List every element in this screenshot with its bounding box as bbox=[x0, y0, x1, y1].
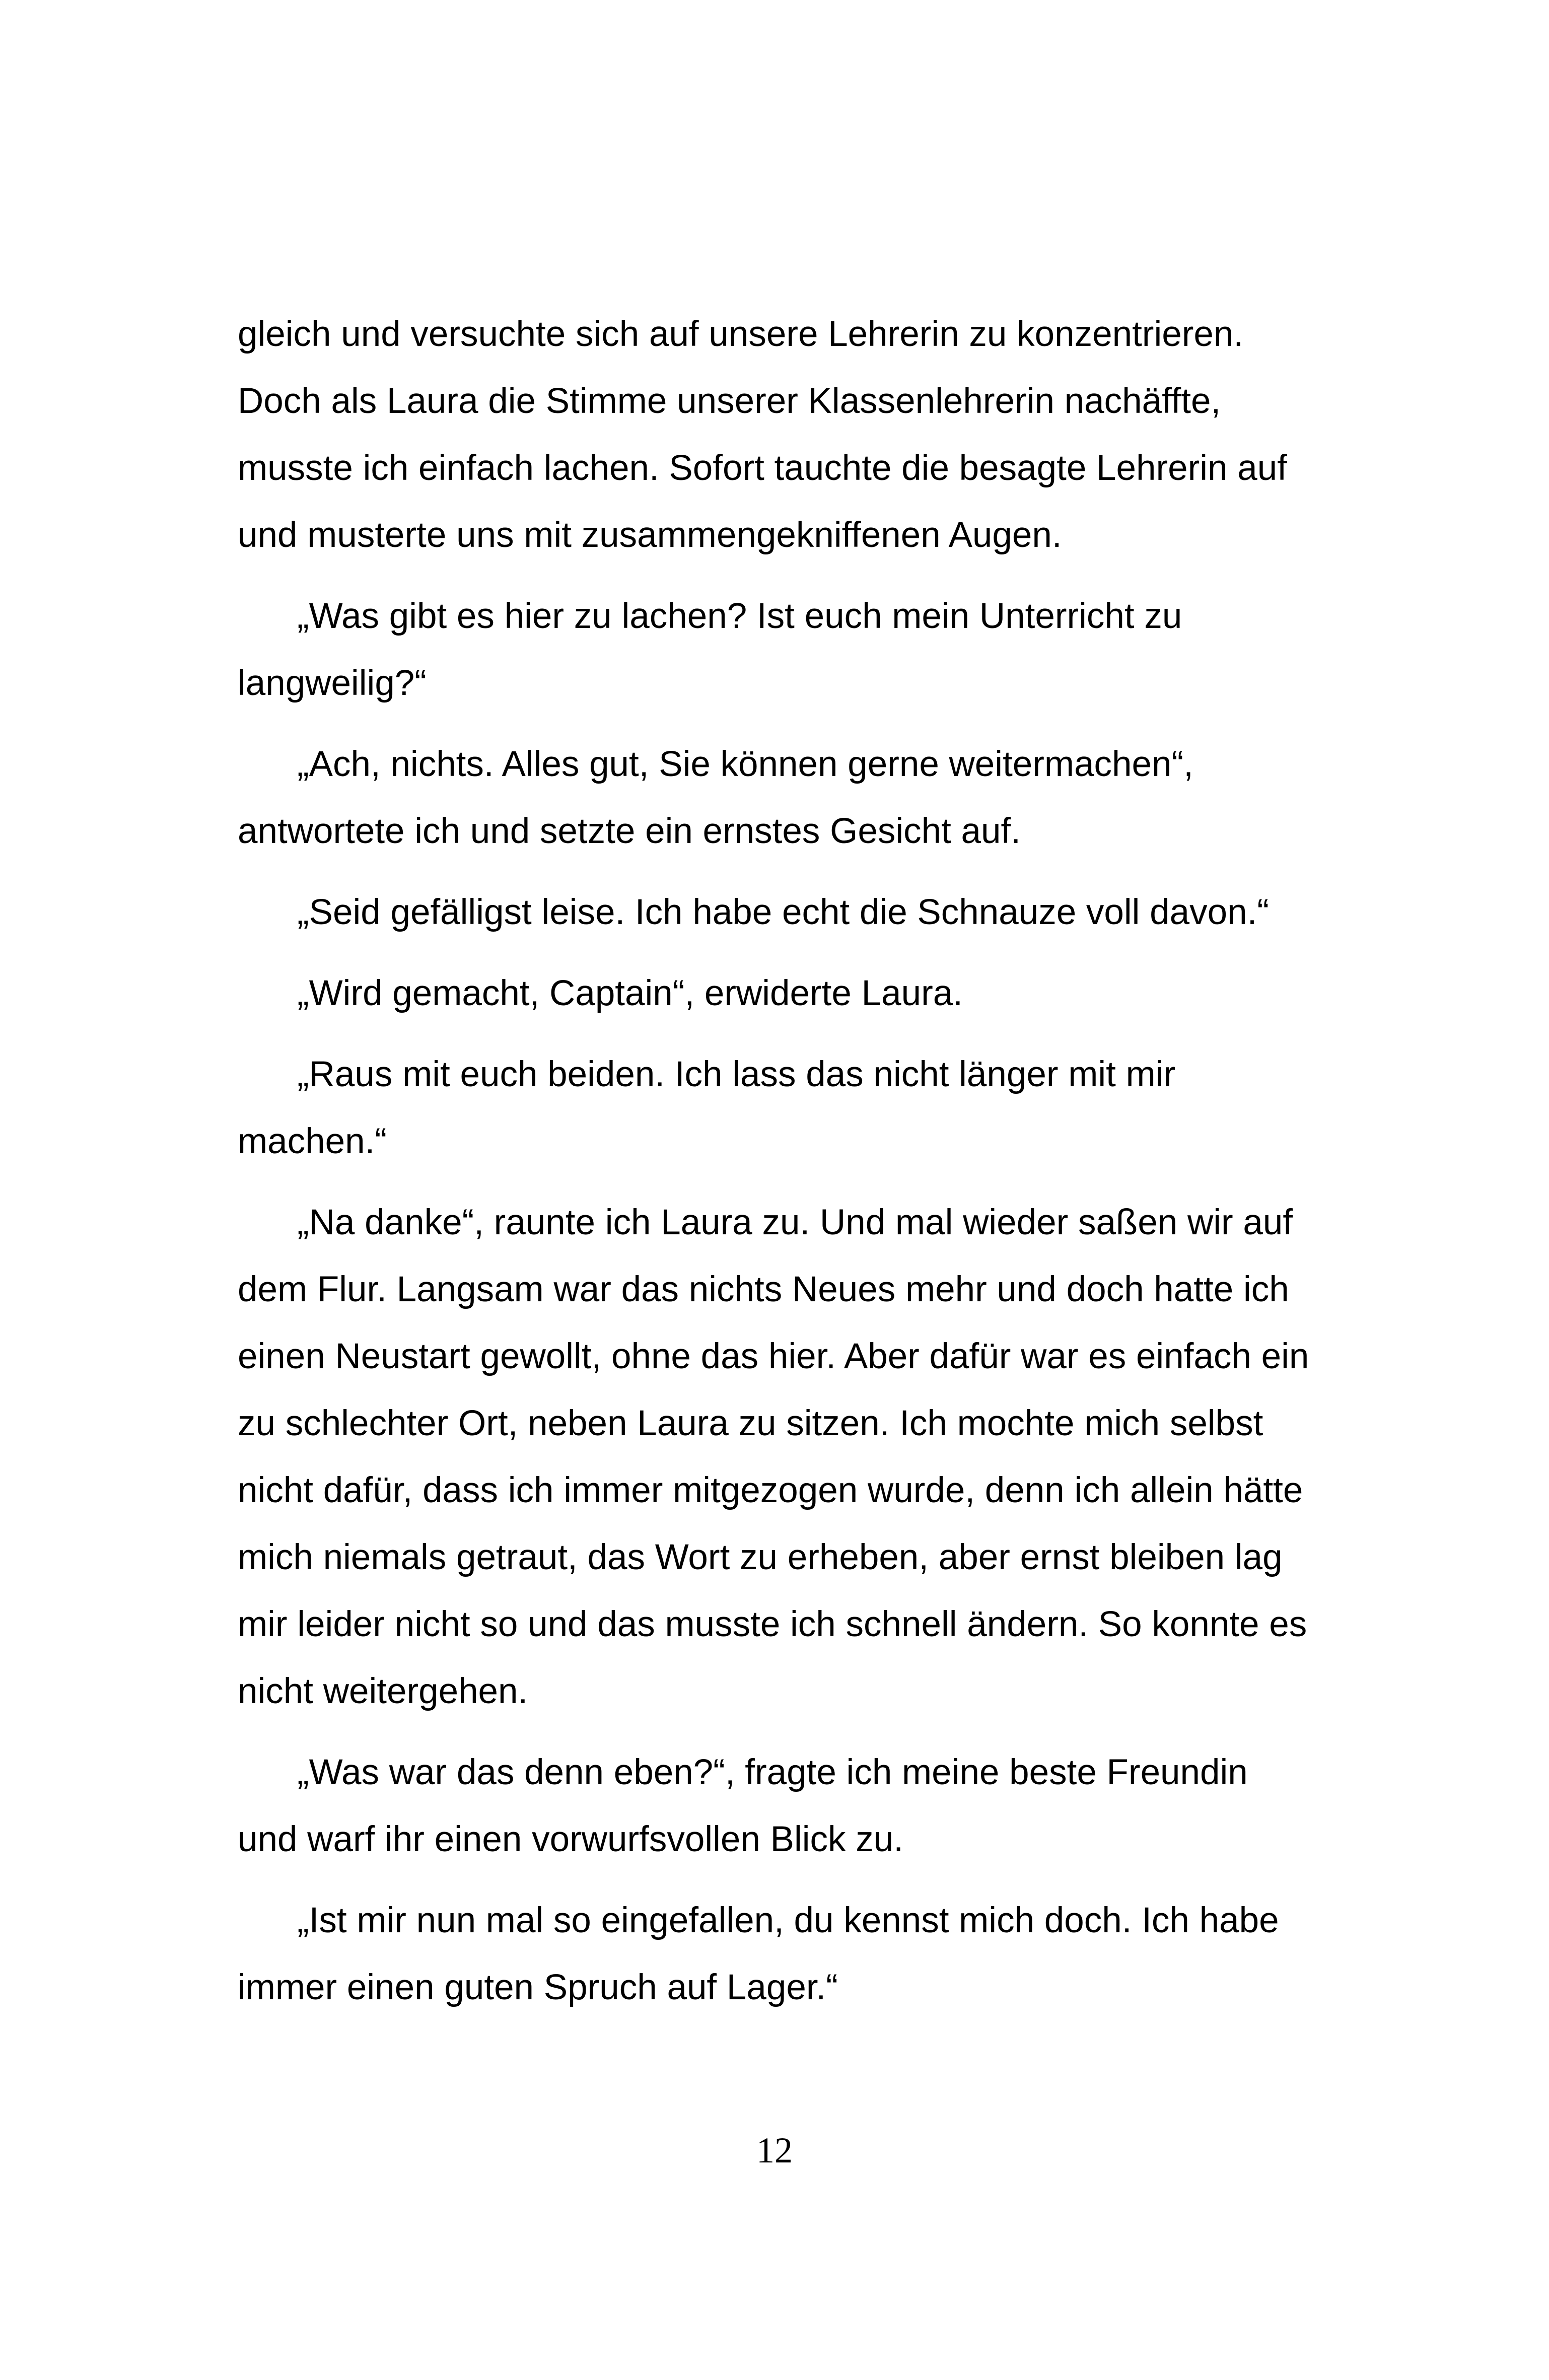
paragraph-4: „Seid gefälligst leise. Ich habe echt die Schnauze voll davon.“ bbox=[297, 892, 1270, 932]
paragraph-7: „Na danke“, raunte ich Laura zu. Und mal wieder saßen wir auf dem Flur. Langsam war das nichts Neues mehr und doch hatte ich einen Neustart gewollt, ohne das hier. Aber dafür war es einfach ein zu schlechter Ort, neben Laura zu sitzen. Ich mochte mich selbst nicht dafür, dass ich immer mitgezogen wurde, denn ich allein hätte mich niemals getraut, das Wort zu erheben, aber ernst bleiben lag mir leider nicht so und das musste ich schnell ändern. So konnte es nicht weitergehen. bbox=[238, 1203, 1309, 1711]
body-text bbox=[238, 301, 1315, 2035]
paragraph-2: „Was gibt es hier zu lachen? Ist euch mein Unterricht zu langweilig?“ bbox=[238, 596, 1182, 703]
paragraph-3: „Ach, nichts. Alles gut, Sie können gerne weitermachen“, antwortete ich und setzte ein ernstes Gesicht auf. bbox=[238, 744, 1193, 851]
paragraph-5: „Wird gemacht, Captain“, erwiderte Laura. bbox=[297, 973, 963, 1013]
paragraph-1: gleich und versuchte sich auf unsere Lehrerin zu konzentrieren. Doch als Laura die Stimme unserer Klassenlehrerin nachäffte, musste ich einfach lachen. Sofort tauchte die besagte Lehrerin auf und musterte uns mit zusammengekniffenen Augen. bbox=[238, 314, 1287, 555]
paragraph-9: „Ist mir nun mal so eingefallen, du kennst mich doch. Ich habe immer einen guten Spruch auf Lager.“ bbox=[238, 1901, 1279, 2007]
paragraph-8: „Was war das denn eben?“, fragte ich meine beste Freundin und warf ihr einen vorwurfsvollen Blick zu. bbox=[238, 1753, 1248, 1859]
page-number: 12 bbox=[756, 2130, 793, 2171]
paragraph-6: „Raus mit euch beiden. Ich lass das nicht länger mit mir machen.“ bbox=[238, 1055, 1176, 1161]
